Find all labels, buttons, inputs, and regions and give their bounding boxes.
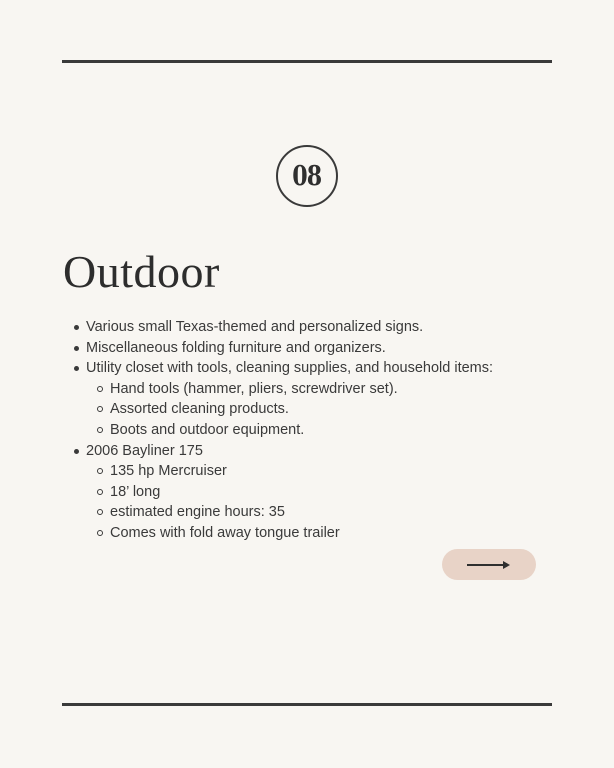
- list-item: [70, 317, 510, 338]
- sub-list: [86, 461, 510, 543]
- section-number-badge: [276, 145, 338, 207]
- sub-list-item: 135 hp Mercruiser: [86, 461, 510, 482]
- list-item-text: Miscellaneous folding furniture and organizers.: [86, 339, 386, 356]
- sub-list-item: Hand tools (hammer, pliers, screwdriver set).: [86, 379, 510, 400]
- top-divider: [62, 60, 552, 63]
- list-item: [70, 441, 510, 544]
- sub-list-item: Comes with fold away tongue trailer: [86, 523, 510, 544]
- section-number: 08: [292, 160, 322, 192]
- list-item-text: 2006 Bayliner 175: [86, 442, 203, 459]
- page-title: Outdoor: [63, 246, 220, 297]
- sub-list: [86, 379, 510, 441]
- bottom-divider: [62, 703, 552, 706]
- list-item: [70, 358, 510, 440]
- list-item-text: Utility closet with tools, cleaning supplies, and household items:: [86, 360, 494, 377]
- sub-list-item: Assorted cleaning products.: [86, 399, 510, 420]
- next-page-button[interactable]: [442, 549, 536, 580]
- sub-list-item: Boots and outdoor equipment.: [86, 420, 510, 441]
- item-list: [70, 317, 510, 544]
- sub-list-item: 18’ long: [86, 482, 510, 503]
- sub-list-item: estimated engine hours: 35: [86, 502, 510, 523]
- list-item: [70, 338, 510, 359]
- arrow-right-icon: [467, 560, 511, 570]
- list-item-text: Various small Texas-themed and personalized signs.: [86, 319, 424, 335]
